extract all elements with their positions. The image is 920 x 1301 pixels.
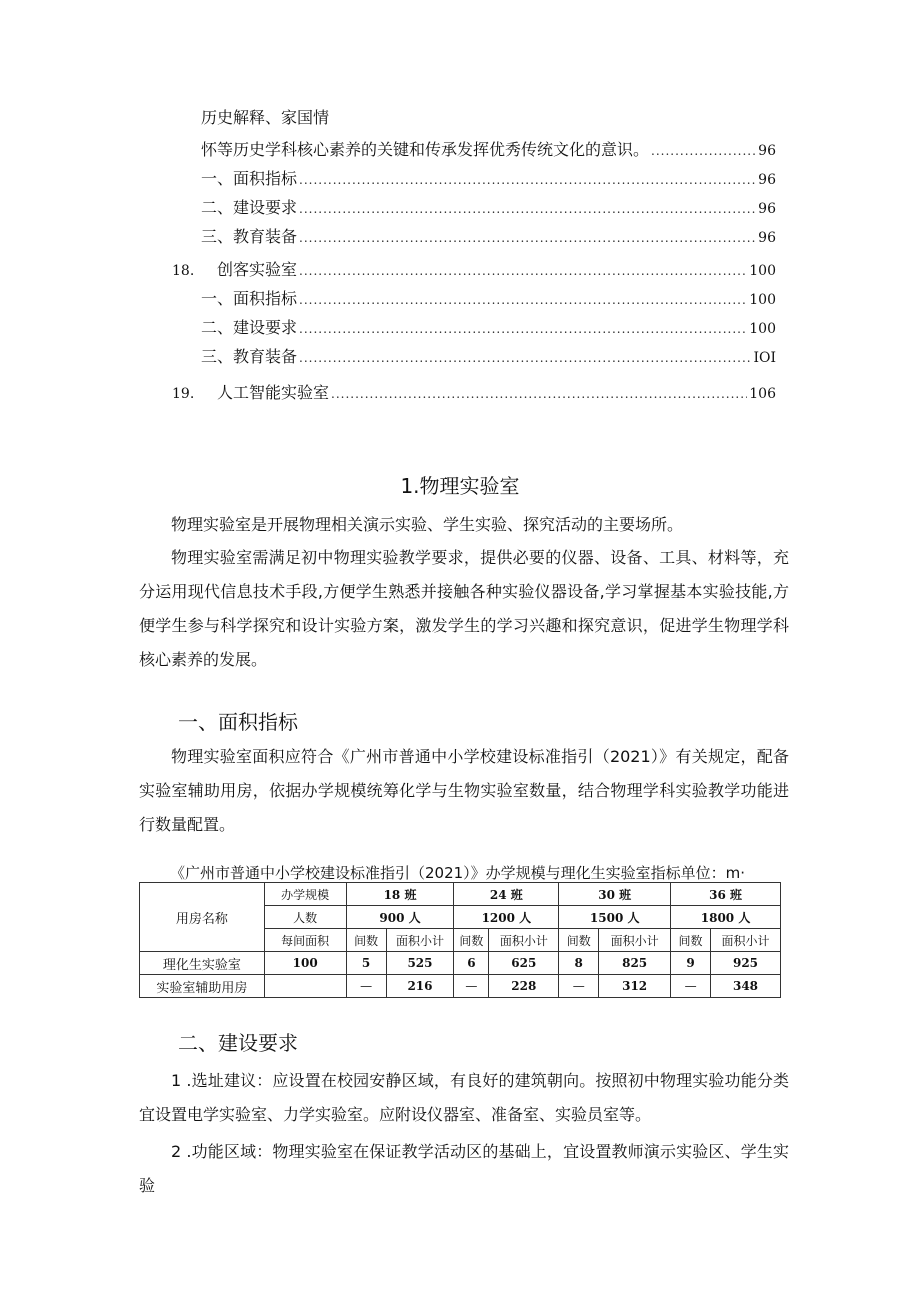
scale-classes: 30 班 bbox=[559, 883, 671, 906]
count-header: 间数 bbox=[346, 929, 386, 952]
room-count: 5 bbox=[346, 952, 386, 975]
toc-entry-label: 一、面积指标 bbox=[201, 169, 298, 188]
toc-entry-number: 18. bbox=[172, 263, 195, 279]
toc-leader-dots bbox=[299, 290, 747, 310]
area-subtotal: 525 bbox=[386, 952, 454, 975]
toc-entry-construction-2[interactable] bbox=[201, 318, 776, 339]
toc-entry-ai-lab[interactable] bbox=[172, 383, 776, 404]
subtotal-header: 面积小计 bbox=[489, 929, 559, 952]
per-room-area: 100 bbox=[264, 952, 346, 975]
toc-entry-intro[interactable] bbox=[201, 140, 776, 161]
toc-entry-area[interactable] bbox=[201, 169, 776, 190]
construction-item-2: 2 .功能区域：物理实验室在保证教学活动区的基础上，宜设置教师演示实验区、学生实验 bbox=[139, 1142, 789, 1195]
toc-entry-label: 二、建设要求 bbox=[201, 318, 298, 337]
toc-entry-maker-lab[interactable] bbox=[172, 260, 776, 281]
intro-paragraph-1: 物理实验室是开展物理相关演示实验、学生实验、探究活动的主要场所。 bbox=[171, 515, 684, 534]
toc-entry-label: 怀等历史学科核心素养的关键和传承发挥优秀传统文化的意识。 bbox=[201, 140, 650, 159]
room-count: — bbox=[671, 975, 711, 998]
subtotal-header: 面积小计 bbox=[386, 929, 454, 952]
toc-entry-construction[interactable] bbox=[201, 198, 776, 219]
row-name: 实验室辅助用房 bbox=[140, 975, 265, 998]
scale-people: 900 人 bbox=[346, 906, 454, 929]
toc-entry-label: 二、建设要求 bbox=[201, 198, 298, 217]
area-subtotal: 348 bbox=[711, 975, 781, 998]
toc-entry-page: 96 bbox=[758, 143, 776, 159]
row-name: 理化生实验室 bbox=[140, 952, 265, 975]
area-subtotal: 216 bbox=[386, 975, 454, 998]
room-count: 6 bbox=[454, 952, 489, 975]
construction-item-1: 1 .选址建议：应设置在校园安静区域，有良好的建筑朝向。按照初中物理实验功能分类宜设置电学实验室、力学实验室。应附设仪器室、准备室、实验员室等。 bbox=[139, 1071, 789, 1124]
table-caption: 《广州市普通中小学校建设标准指引（2021）》办学规模与理化生实验室指标单位：m· bbox=[170, 864, 746, 882]
toc-leader-dots bbox=[299, 170, 756, 190]
subtotal-header: 面积小计 bbox=[711, 929, 781, 952]
toc-leader-dots bbox=[299, 261, 747, 281]
room-count: — bbox=[346, 975, 386, 998]
toc-entry-equipment[interactable] bbox=[201, 227, 776, 248]
toc-leader-dots bbox=[331, 384, 747, 404]
scale-people: 1800 人 bbox=[671, 906, 781, 929]
area-subtotal: 228 bbox=[489, 975, 559, 998]
count-header: 间数 bbox=[559, 929, 599, 952]
area-subtotal: 825 bbox=[599, 952, 671, 975]
people-header: 人数 bbox=[264, 906, 346, 929]
toc-entry-page: 100 bbox=[749, 292, 776, 308]
room-count: — bbox=[559, 975, 599, 998]
toc-entry-page: IOI bbox=[753, 350, 776, 366]
toc-entry-page: 100 bbox=[749, 263, 776, 279]
toc-leader-dots bbox=[299, 199, 756, 219]
toc-entry-label: 三、教育装备 bbox=[201, 227, 298, 246]
scale-header: 办学规模 bbox=[264, 883, 346, 906]
section-area-heading: 一、面积指标 bbox=[178, 710, 298, 734]
room-count: — bbox=[454, 975, 489, 998]
area-subtotal: 625 bbox=[489, 952, 559, 975]
scale-classes: 36 班 bbox=[671, 883, 781, 906]
toc-entry-page: 100 bbox=[749, 321, 776, 337]
per-room-area bbox=[264, 975, 346, 998]
toc-entry-label: 三、教育装备 bbox=[201, 347, 298, 366]
scale-classes: 24 班 bbox=[454, 883, 559, 906]
count-header: 间数 bbox=[454, 929, 489, 952]
room-count: 8 bbox=[559, 952, 599, 975]
toc-leader-dots bbox=[299, 228, 756, 248]
toc-entry-page: 96 bbox=[758, 172, 776, 188]
area-subtotal: 925 bbox=[711, 952, 781, 975]
room-count: 9 bbox=[671, 952, 711, 975]
toc-intro-line1: 历史解释、家国情 bbox=[201, 108, 330, 127]
toc-entry-label: 人工智能实验室 bbox=[217, 383, 330, 402]
scale-people: 1500 人 bbox=[559, 906, 671, 929]
section-area-paragraph: 物理实验室面积应符合《广州市普通中小学校建设标准指引（2021）》有关规定，配备实验室辅助用房，依据办学规模统筹化学与生物实验室数量，结合物理学科实验教学功能进行数量配置。 bbox=[139, 747, 789, 834]
toc-leader-dots bbox=[299, 319, 747, 339]
room-name-header: 用房名称 bbox=[140, 883, 265, 952]
subtotal-header: 面积小计 bbox=[599, 929, 671, 952]
toc-entry-page: 96 bbox=[758, 230, 776, 246]
area-subtotal: 312 bbox=[599, 975, 671, 998]
per-room-header: 每间面积 bbox=[264, 929, 346, 952]
toc-leader-dots bbox=[299, 348, 751, 368]
table-row bbox=[140, 952, 781, 975]
toc-entry-page: 96 bbox=[758, 201, 776, 217]
toc-entry-equipment-2[interactable] bbox=[201, 347, 776, 368]
table-row bbox=[140, 975, 781, 998]
lab-area-table bbox=[139, 882, 781, 998]
toc-entry-page: 106 bbox=[749, 386, 776, 402]
toc-leader-dots bbox=[651, 141, 756, 161]
section-construction-heading: 二、建设要求 bbox=[178, 1031, 298, 1055]
scale-classes: 18 班 bbox=[346, 883, 454, 906]
chapter-title: 1.物理实验室 bbox=[400, 474, 520, 498]
toc-entry-number: 19. bbox=[172, 386, 195, 402]
toc-entry-label: 创客实验室 bbox=[217, 260, 298, 279]
toc-entry-area-2[interactable] bbox=[201, 289, 776, 310]
scale-people: 1200 人 bbox=[454, 906, 559, 929]
intro-paragraph-2: 物理实验室需满足初中物理实验教学要求，提供必要的仪器、设备、工具、材料等，充分运用现代信息技术手段,方便学生熟悉并接触各种实验仪器设备,学习掌握基本实验技能,方便学生参与科学探究和设计实验方案，激发学生的学习兴趣和探究意识，促进学生物理学科核心素养的发展。 bbox=[139, 548, 789, 669]
count-header: 间数 bbox=[671, 929, 711, 952]
toc-entry-label: 一、面积指标 bbox=[201, 289, 298, 308]
